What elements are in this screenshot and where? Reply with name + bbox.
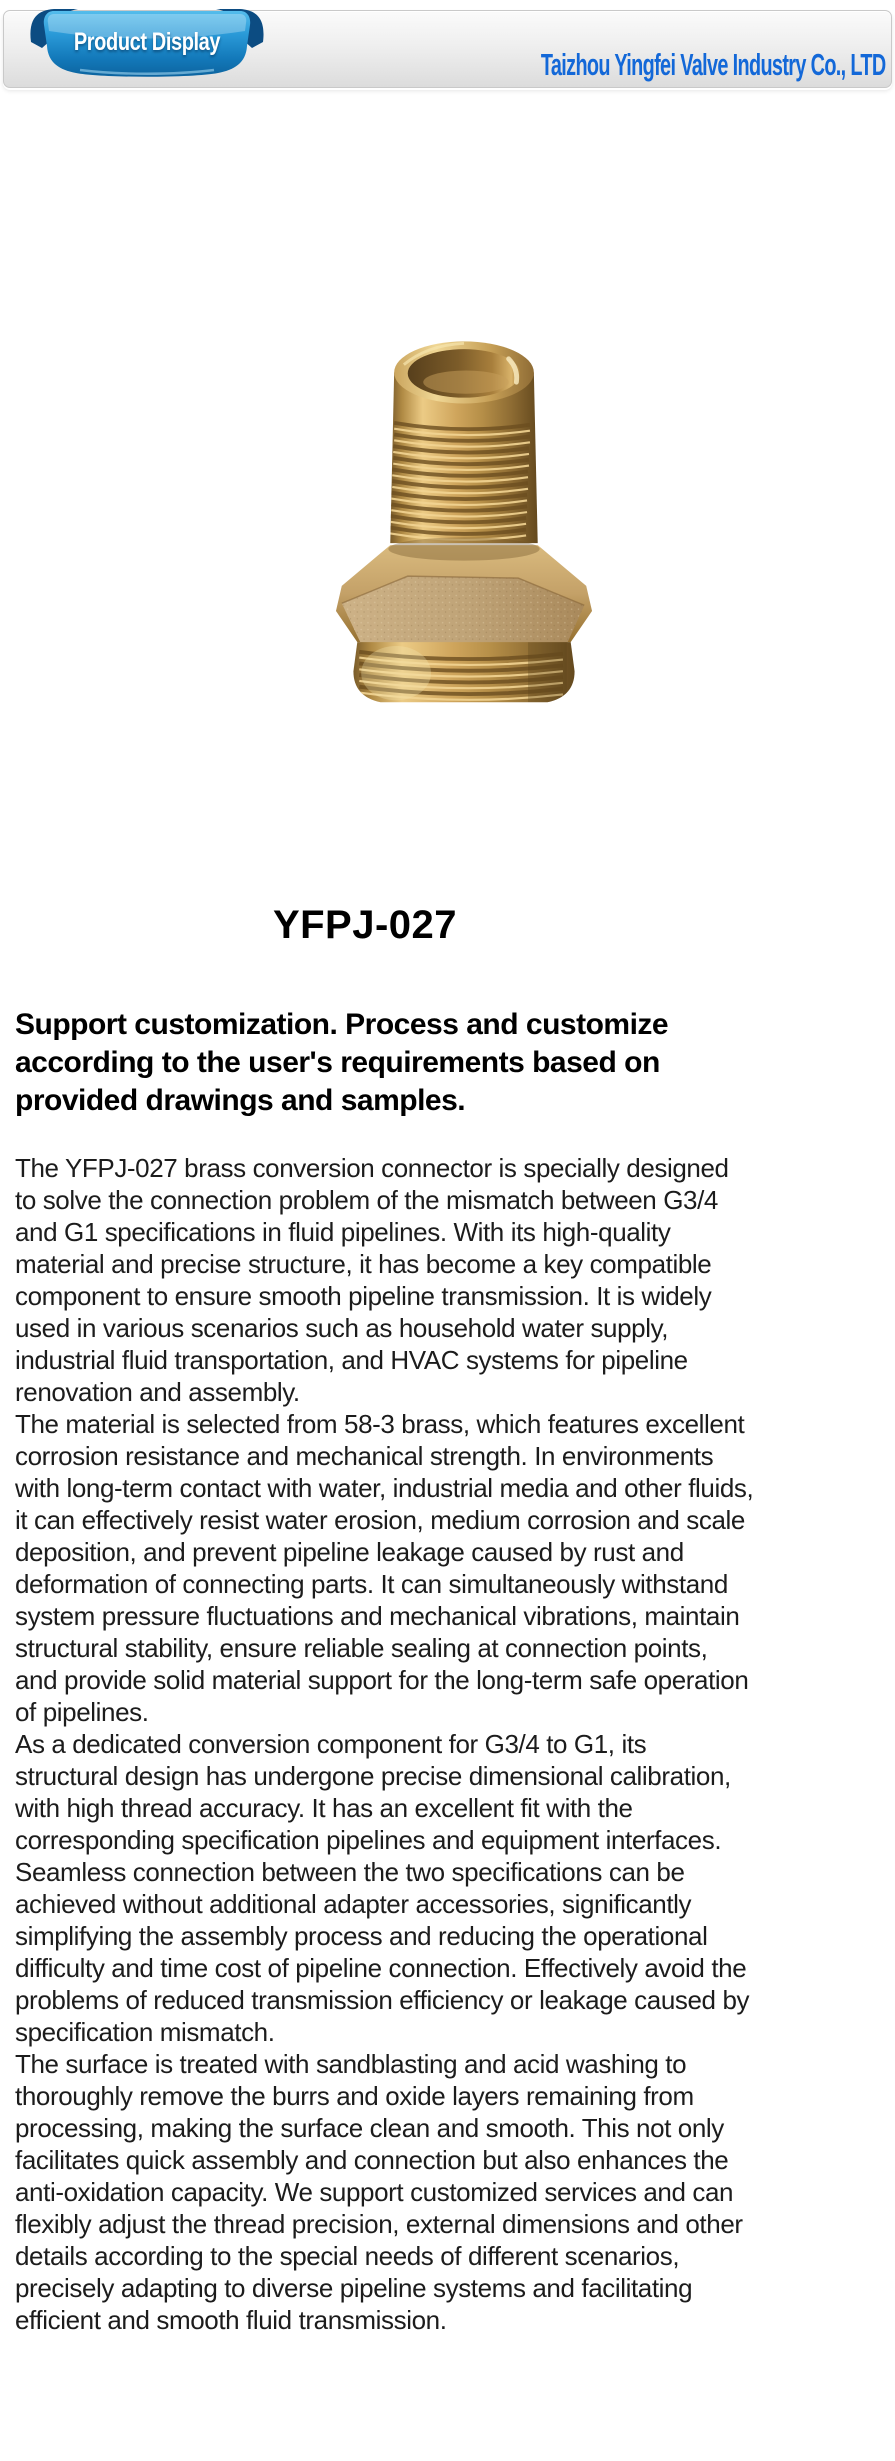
description-paragraph: The YFPJ-027 brass conversion connector is specially designed to solve the connection problem of the mismatch between G3/4 and G1 specifications in fluid pipelines. With its high-quality material and precise structure, it has become a key compatible component to ensure smooth pipeline transmission. It is widely used in various scenarios such as household water supply, industrial fluid transportation, and HVAC systems for pipeline renovation and assembly. [15, 1153, 729, 1407]
product-display-ribbon [28, 6, 266, 80]
description-paragraph: The surface is treated with sandblasting and acid washing to thoroughly remove the burrs and oxide layers remaining from processing, making the surface clean and smooth. This not only facilitates quick assembly and connection but also enhances the anti-oxidation capacity. We support customized services and can flexibly adjust the thread precision, external dimensions and other details according to the special needs of different scenarios, precisely adapting to diverse pipeline systems and facilitating efficient and smooth fluid transmission. [15, 2049, 743, 2335]
description-paragraph: The material is selected from 58-3 brass, which features excellent corrosion resistance and mechanical strength. In environments with long-term contact with water, industrial media and other fluids, it can effectively resist water erosion, medium corrosion and scale deposition, and prevent pipeline leakage caused by rust and deformation of connecting parts. It can simultaneously withstand system pressure fluctuations and mechanical vibrations, maintain structural stability, ensure reliable sealing at connection points, and provide solid material support for the long-term safe operation of pipelines. [15, 1409, 754, 1727]
ribbon-label: Product Display [73, 28, 221, 56]
product-photo [318, 322, 610, 710]
description-paragraph: As a dedicated conversion component for G3/4 to G1, its structural design has undergone precise dimensional calibration, with high thread accuracy. It has an excellent fit with the corresponding specification pipelines and equipment interfaces. Seamless connection between the two specifications can be achieved without additional adapter accessories, significantly simplifying the assembly process and reducing the operational difficulty and time cost of pipeline connection. Effectively avoid the problems of reduced transmission efficiency or leakage caused by specification mismatch. [15, 1729, 750, 2047]
customization-headline: Support customization. Process and customize according to the user's requirements based on provided drawings and samples. [15, 1008, 669, 1117]
product-description [15, 1152, 755, 2336]
company-name: Taizhou Yingfei Valve Industry Co., LTD [541, 47, 886, 82]
brass-fitting-illustration [318, 322, 610, 710]
product-model-title: YFPJ-027 [272, 903, 458, 947]
header-bar [0, 0, 895, 96]
